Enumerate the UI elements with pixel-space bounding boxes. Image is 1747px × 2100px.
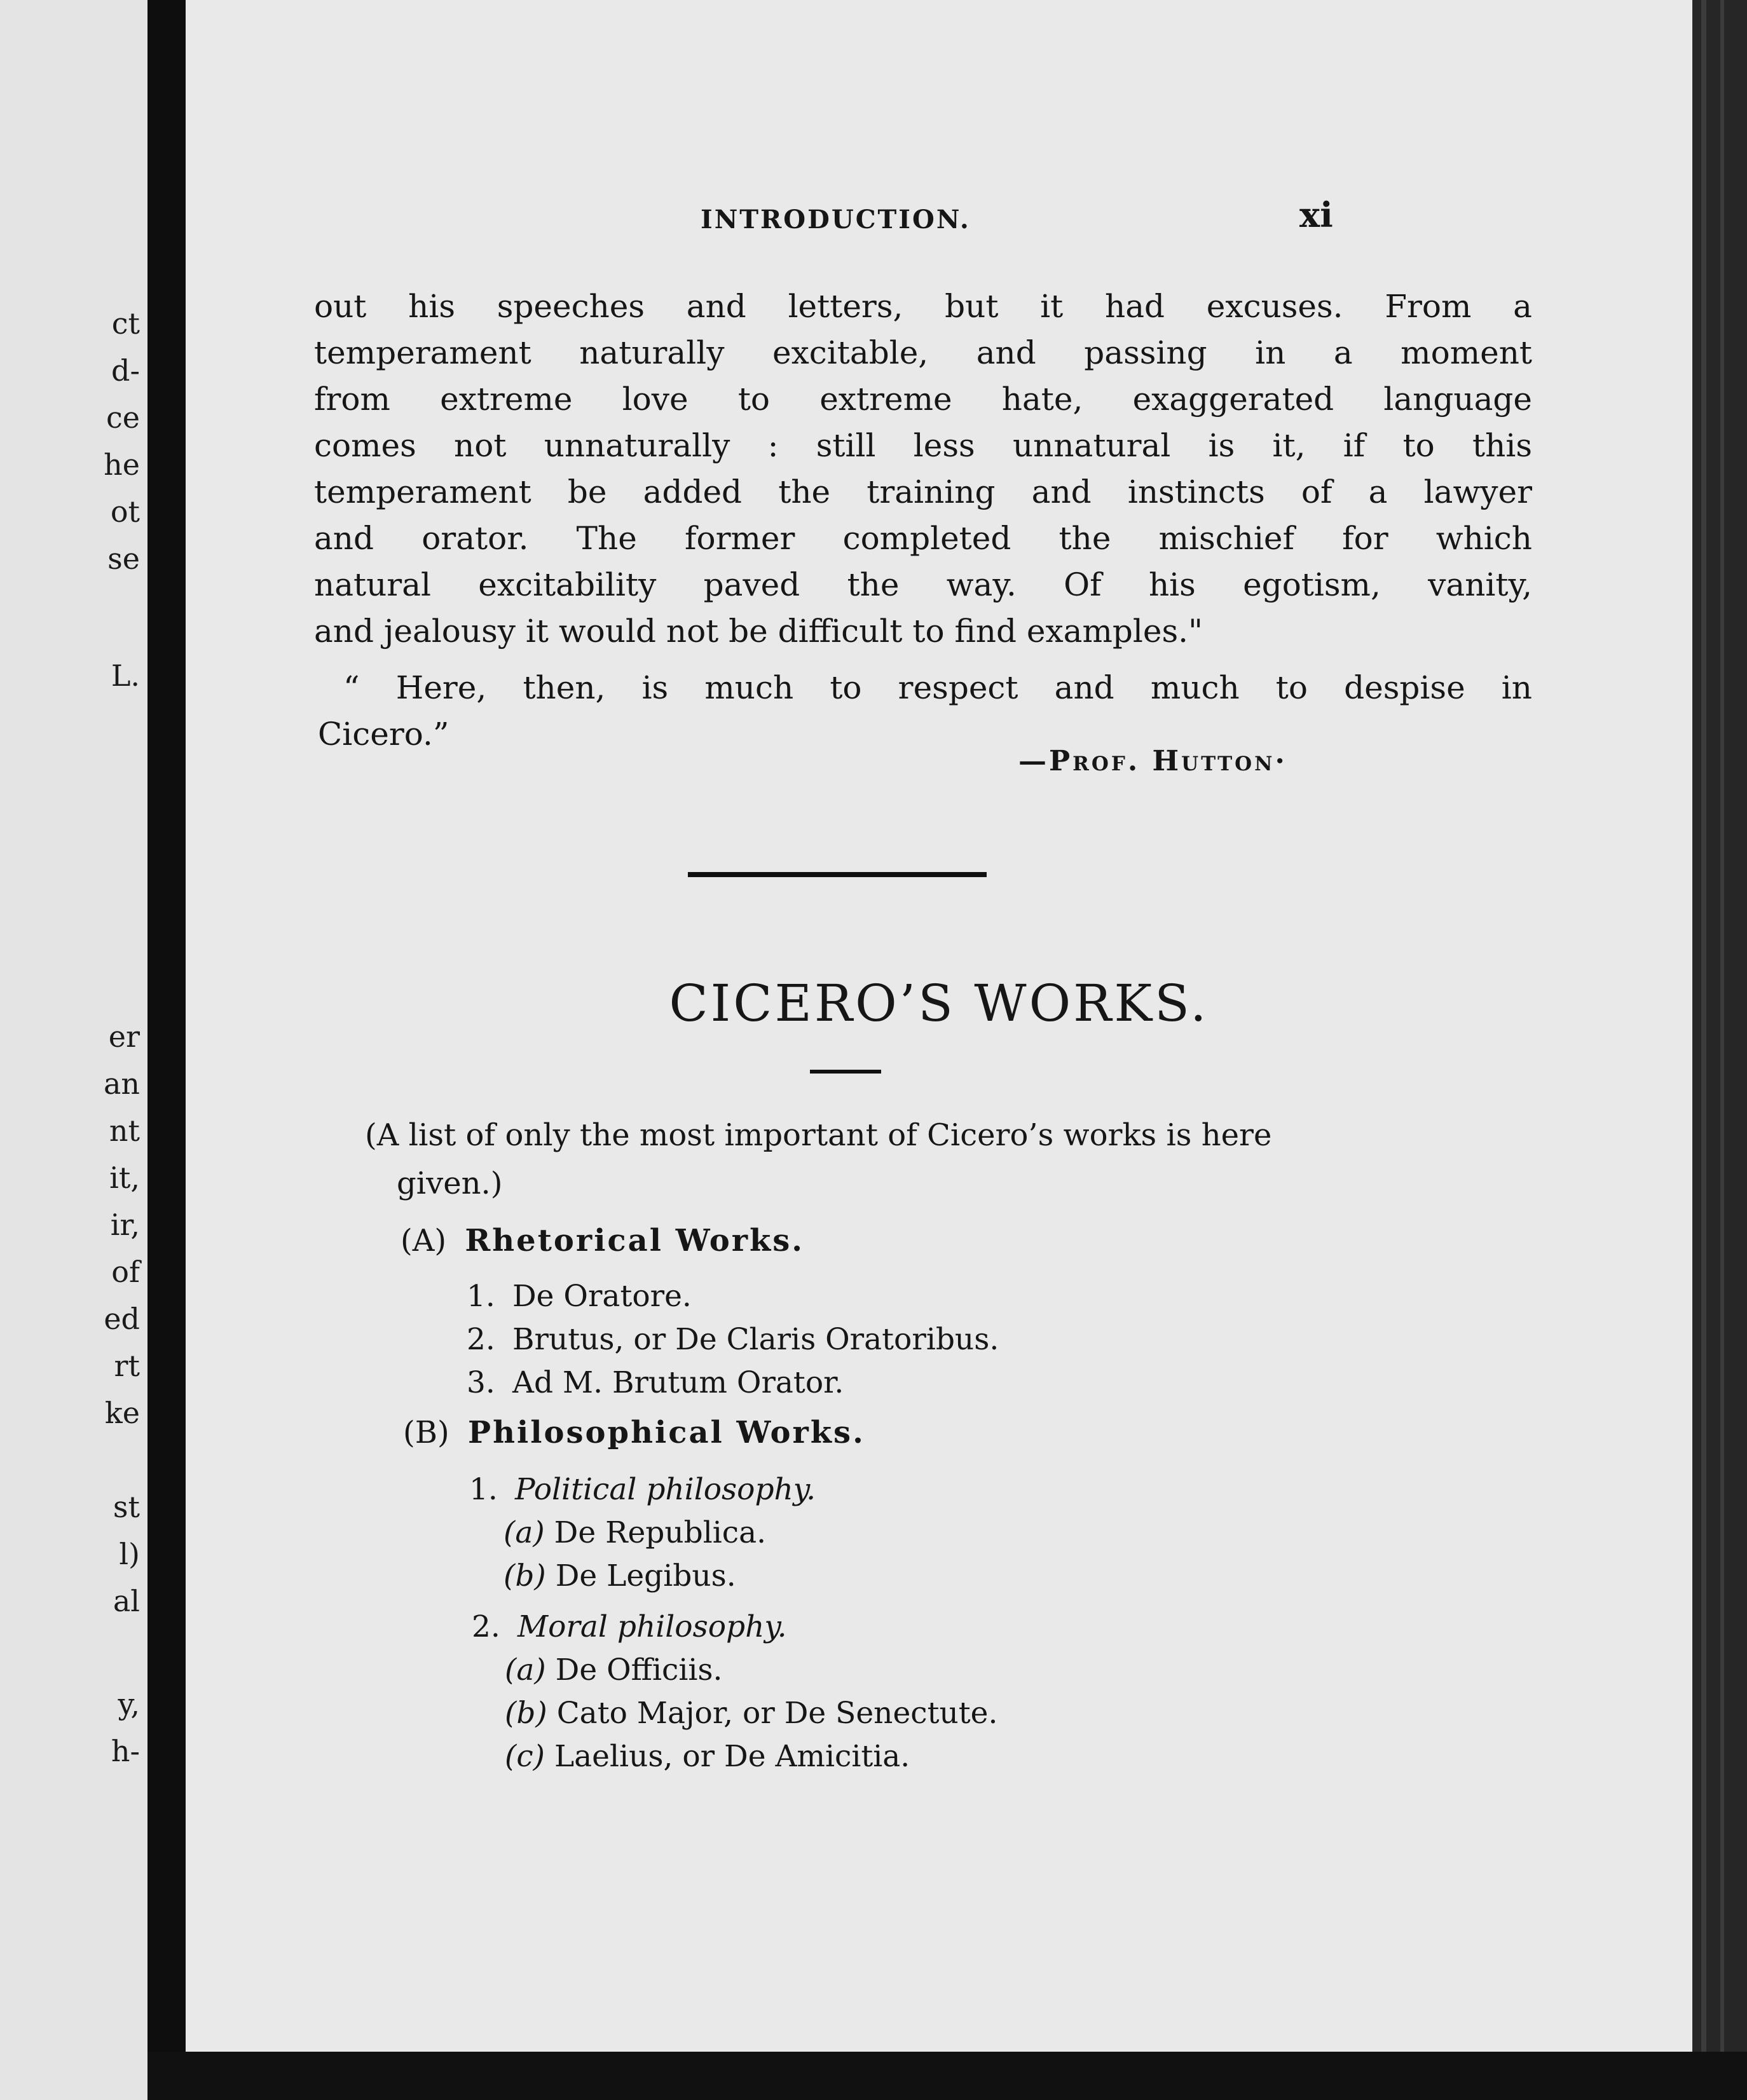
- left-fragment: of: [111, 1255, 140, 1289]
- book-page: [186, 0, 1692, 2100]
- text-line: “ Here, then, is much to respect and much to despise in: [343, 669, 1532, 706]
- page-edge-strip: [1701, 0, 1706, 2100]
- left-fragment: h-: [111, 1734, 140, 1768]
- left-page-edge: [0, 0, 147, 2100]
- left-fragment: ce: [106, 400, 140, 435]
- list-item: [467, 1365, 844, 1400]
- left-fragment: er: [108, 1019, 140, 1054]
- page-edge-right: [1692, 0, 1747, 2100]
- section-title: Rhetorical Works.: [465, 1223, 804, 1258]
- left-fragment: he: [104, 447, 140, 482]
- left-fragment: an: [103, 1067, 140, 1101]
- text-line: temperament be added the training and instincts of a lawyer: [314, 474, 1532, 510]
- subgroup-heading: [472, 1609, 787, 1644]
- subgroup-heading: [469, 1472, 816, 1507]
- left-fragment: al: [113, 1584, 140, 1618]
- item-number: 2.: [467, 1322, 495, 1357]
- list-item: [504, 1558, 736, 1593]
- quote-paragraph: [314, 283, 1532, 655]
- item-number: 2.: [472, 1609, 500, 1644]
- item-text: Cato Major, or De Senectute.: [556, 1696, 998, 1731]
- heading-rule: [810, 1070, 881, 1074]
- book-gutter: [147, 0, 186, 2100]
- section-heading: CICERO’S WORKS.: [669, 974, 1209, 1033]
- left-fragment: ct: [111, 306, 140, 341]
- item-text: De Oratore.: [512, 1279, 692, 1314]
- left-fragment: ir,: [110, 1208, 140, 1242]
- list-item: [505, 1653, 723, 1688]
- item-number: 3.: [467, 1365, 495, 1400]
- text-line: and jealousy it would not be difficult to find examples.": [314, 613, 1203, 650]
- text-line: out his speeches and letters, but it had excuses. From a: [314, 288, 1532, 325]
- item-text: De Legibus.: [555, 1558, 736, 1593]
- section-divider: [688, 872, 987, 877]
- intro-note: [365, 1111, 1560, 1208]
- text-line: given.): [397, 1166, 503, 1201]
- section-label: (B): [403, 1415, 449, 1450]
- list-item: [467, 1322, 999, 1357]
- text-line: and orator. The former completed the mischief for which: [314, 520, 1532, 557]
- text-line: from extreme love to extreme hate, exaggerated language: [314, 381, 1532, 418]
- left-fragment: ed: [104, 1302, 140, 1336]
- text-line: (A list of only the most important of Cicero’s works is here: [365, 1117, 1272, 1153]
- item-letter: (c): [505, 1739, 545, 1774]
- list-item: [505, 1739, 910, 1774]
- item-text: De Officiis.: [555, 1653, 723, 1688]
- left-fragment: st: [113, 1490, 140, 1524]
- closing-paragraph: [318, 665, 1532, 758]
- section-a-header: [401, 1223, 804, 1258]
- left-fragment: d-: [111, 353, 140, 388]
- page-edge-strip: [1720, 0, 1724, 2100]
- left-fragment: nt: [109, 1114, 140, 1148]
- subgroup-title: Moral philosophy.: [517, 1609, 787, 1644]
- subgroup-title: Political philosophy.: [515, 1472, 816, 1507]
- item-text: Brutus, or De Claris Oratoribus.: [512, 1322, 999, 1357]
- left-fragment: l): [119, 1537, 140, 1571]
- list-item: [504, 1515, 766, 1550]
- section-label: (A): [401, 1223, 447, 1258]
- text-line: natural excitability paved the way. Of his egotism, vanity,: [314, 566, 1532, 603]
- left-fragment: it,: [109, 1161, 140, 1195]
- item-text: Ad M. Brutum Orator.: [512, 1365, 844, 1400]
- list-item: [505, 1696, 997, 1731]
- left-fragment: rt: [114, 1349, 140, 1383]
- item-number: 1.: [467, 1279, 495, 1314]
- item-letter: (b): [504, 1558, 546, 1593]
- left-fragment: ke: [104, 1396, 140, 1430]
- left-fragment: L.: [111, 658, 140, 693]
- item-text: De Republica.: [554, 1515, 767, 1550]
- running-head: INTRODUCTION.: [701, 205, 971, 235]
- left-fragment: ot: [110, 494, 140, 529]
- page-number: xi: [1299, 194, 1333, 235]
- item-letter: (b): [505, 1696, 547, 1731]
- text-line: comes not unnaturally : still less unnatural is it, if to this: [314, 427, 1532, 464]
- item-number: 1.: [469, 1472, 498, 1507]
- item-letter: (a): [505, 1653, 546, 1688]
- item-letter: (a): [504, 1515, 545, 1550]
- text-line: Cicero.”: [318, 716, 449, 753]
- section-b-header: [403, 1415, 865, 1450]
- text-line: temperament naturally excitable, and passing in a moment: [314, 334, 1532, 371]
- page-edge-bottom: [147, 2052, 1747, 2100]
- left-fragment: se: [107, 542, 140, 576]
- list-item: [467, 1279, 692, 1314]
- attribution: —Prof. Hutton·: [1018, 745, 1287, 777]
- left-fragment: y,: [118, 1687, 140, 1721]
- item-text: Laelius, or De Amicitia.: [554, 1739, 910, 1774]
- section-title: Philosophical Works.: [468, 1415, 865, 1450]
